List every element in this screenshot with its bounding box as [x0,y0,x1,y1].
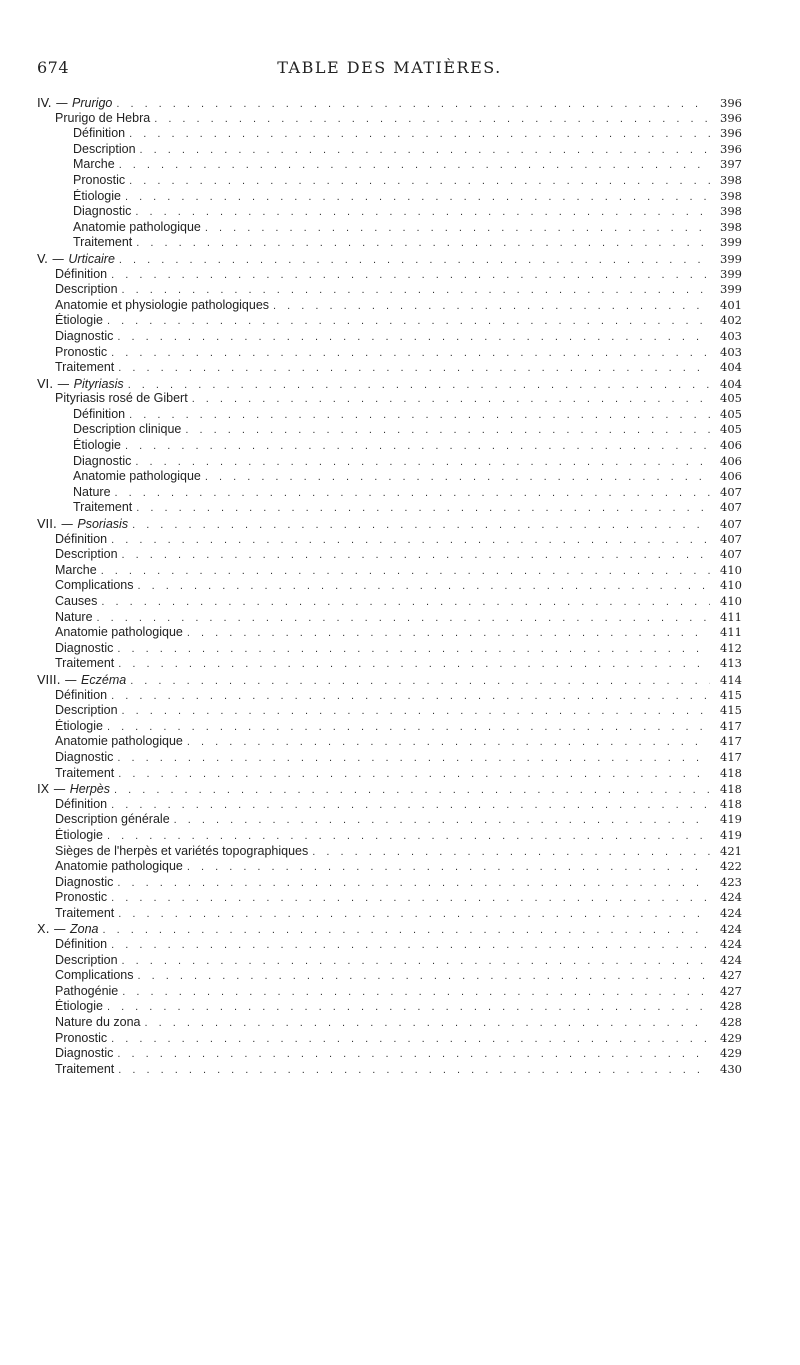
toc-entry-title: Anatomie pathologique [55,625,183,640]
toc-page-number: 401 [720,297,742,312]
toc-entry-title: Traitement [55,1061,115,1076]
page-header [37,58,742,80]
toc-chapter-row [37,516,742,532]
toc-page-number: 405 [720,391,742,406]
dot-leader [111,939,710,951]
dot-leader [125,191,710,203]
toc-entry-title: Définition [73,126,126,141]
toc-entry-row [37,984,742,1000]
toc-entry-row [37,625,742,641]
toc-entry-title: Causes [55,594,98,608]
toc-page-number: 407 [720,547,742,562]
toc-entry-row [37,422,742,438]
toc-chapter-title: Zona [69,922,99,937]
toc-entry-title: Description clinique [73,422,182,437]
toc-entry-row [37,766,742,782]
toc-entry-title: Définition [55,687,108,702]
dot-leader [117,331,710,343]
toc-entry-row [37,610,742,626]
page-title: TABLE DES MATIÈRES. [277,58,502,77]
toc-entry-title: Étiologie [55,313,103,328]
dot-leader [138,970,710,982]
dot-leader [185,424,710,436]
toc-page-number: 406 [720,453,742,468]
dot-leader [111,799,710,811]
toc-entry-title: Traitement [73,235,133,250]
toc-page-number: 399 [720,282,742,297]
toc-page-number: 396 [720,110,742,125]
toc-chapter-number: V. — [37,250,69,266]
dot-leader [122,284,710,296]
dot-leader [107,1001,710,1013]
dot-leader [122,549,710,561]
toc-entry-row [37,298,742,314]
toc-entry-row [37,391,742,407]
toc-page-number: 411 [720,609,742,624]
toc-chapter-number: VII. — [37,516,78,532]
dot-leader [111,690,710,702]
toc-entry-title: Définition [55,937,108,952]
toc-entry-row [37,688,742,704]
toc-page-number: 428 [720,1015,742,1030]
toc-entry-title: Traitement [55,905,115,920]
toc-entry-row [37,173,742,189]
toc-chapter-title: Eczéma [81,672,127,687]
toc-entry-title: Étiologie [55,999,103,1014]
toc-chapter-title: Prurigo [72,96,113,110]
dot-leader [192,393,710,405]
page-number: 674 [37,58,70,77]
dot-leader [107,721,710,733]
toc-chapter-title: Psoriasis [77,517,129,532]
toc-entry-title: Traitement [55,656,115,671]
toc-entry-row [37,812,742,828]
toc-page-number: 406 [720,469,742,484]
dot-leader [102,924,710,936]
toc-entry-title: Diagnostic [55,1046,114,1061]
dot-leader [140,144,710,156]
toc-entry-row [37,563,742,579]
toc-page-number: 396 [720,141,742,156]
dot-leader [135,206,710,218]
toc-page-number: 419 [720,812,742,827]
toc-entry-row [37,407,742,423]
toc-page-number: 415 [720,687,742,702]
toc-page-number: 418 [720,782,742,797]
toc-entry-row [37,890,742,906]
toc-page-number: 418 [720,796,742,811]
toc-page-number: 407 [720,517,742,532]
toc-chapter-number: IX — [37,781,70,797]
toc-page-number: 427 [720,983,742,998]
dot-leader [111,892,710,904]
toc-page-number: 429 [720,1030,742,1045]
dot-leader [111,534,710,546]
toc-page-number: 424 [720,952,742,967]
toc-entry-title: Pronostic [55,890,108,905]
toc-page-number: 422 [720,859,742,874]
toc-page-number: 429 [720,1046,742,1061]
toc-page-number: 398 [720,172,742,187]
toc-entry-title: Étiologie [55,718,103,733]
toc-entry-row [37,235,742,251]
toc-page-number: 407 [720,500,742,515]
dot-leader [187,627,710,639]
dot-leader [205,222,710,234]
toc-page-number: 404 [720,360,742,375]
dot-leader [119,159,710,171]
dot-leader [117,752,710,764]
toc-entry-row [37,189,742,205]
toc-entry-title: Description [73,141,136,156]
toc-entry-title: Traitement [73,500,133,515]
toc-entry-row [37,875,742,891]
toc-page-number: 415 [720,703,742,718]
toc-entry-title: Anatomie et physiologie pathologiques [55,297,270,312]
toc-entry-title: Traitement [55,360,115,375]
toc-entry-row [37,360,742,376]
toc-entry-row [37,282,742,298]
toc-entry-row [37,953,742,969]
toc-chapter-row [37,921,742,937]
toc-entry-row [37,267,742,283]
toc-entry-title [37,251,115,266]
toc-entry-row [37,142,742,158]
dot-leader [122,955,710,967]
toc-chapter-row [37,95,742,111]
toc-entry-row [37,438,742,454]
dot-leader [117,643,710,655]
toc-chapter-row [37,672,742,688]
toc-page-number: 397 [720,157,742,172]
dot-leader [122,705,710,717]
toc-page-number: 398 [720,219,742,234]
dot-leader [125,440,710,452]
toc-entry-row [37,641,742,657]
dot-leader [111,1033,710,1045]
toc-entry-title: Description [55,547,118,562]
dot-leader [118,658,710,670]
toc-page-number: 418 [720,765,742,780]
toc-entry-title: Étiologie [55,827,103,842]
toc-page-number: 398 [720,204,742,219]
toc-entry-row [37,1015,742,1031]
toc-page-number: 403 [720,328,742,343]
dot-leader [128,379,710,391]
toc-chapter-number: VI. — [37,375,74,391]
toc-page-number: 428 [720,999,742,1014]
toc-entry-title: Diagnostic [55,874,114,889]
toc-entry-title: Définition [55,266,108,281]
toc-entry-title: Définition [55,796,108,811]
toc-entry-title: Définition [73,406,126,421]
toc-entry-title: Marche [73,157,115,172]
toc-page-number: 430 [720,1061,742,1076]
toc-page-number: 396 [720,96,742,110]
toc-entry-row [37,157,742,173]
toc-entry-title: Complications [55,968,134,983]
toc-entry-title: Anatomie pathologique [73,469,201,484]
toc-entry-title [37,921,98,936]
toc-entry-title: Pronostic [55,344,108,359]
dot-leader [114,784,710,796]
dot-leader [154,113,710,125]
toc-page-number: 399 [720,266,742,281]
toc-entry-row [37,532,742,548]
toc-entry-row [37,797,742,813]
dot-leader [111,347,710,359]
toc-page-number: 410 [720,578,742,593]
toc-page-number: 405 [720,406,742,421]
toc-entry-title [37,376,124,391]
toc-entry-row [37,313,742,329]
dot-leader [122,986,710,998]
dot-leader [97,612,710,624]
dot-leader [101,596,710,608]
toc-entry-row [37,937,742,953]
toc-page-number: 424 [720,905,742,920]
toc-entry-row [37,844,742,860]
toc-entry-title: Anatomie pathologique [55,734,183,749]
toc-entry-title: Diagnostic [73,453,132,468]
toc-chapter-title: Urticaire [68,251,115,266]
toc-page-number: 421 [720,843,742,858]
toc-entry-title: Pronostic [55,1030,108,1045]
toc-entry-title: Description [55,282,118,297]
toc-page-number: 424 [720,937,742,952]
toc-entry-title: Nature [73,484,111,499]
dot-leader [116,98,710,110]
toc-entry-title: Pathogénie [55,983,119,998]
dot-leader [144,1017,710,1029]
toc-chapter-row [37,781,742,797]
toc-entry-row [37,750,742,766]
toc-entry-row [37,719,742,735]
dot-leader [119,254,710,266]
toc-entry-title: Étiologie [73,188,121,203]
dot-leader [312,846,710,858]
toc-entry-row [37,859,742,875]
dot-leader [129,409,710,421]
toc-entry-row [37,220,742,236]
dot-leader [118,362,710,374]
toc-entry-title: Nature du zona [55,1015,141,1030]
toc-page-number: 419 [720,827,742,842]
toc-entry-row [37,485,742,501]
toc-entry-title: Diagnostic [55,640,114,655]
toc-entry-row [37,126,742,142]
toc-entry-title: Traitement [55,765,115,780]
dot-leader [129,175,710,187]
dot-leader [138,580,710,592]
toc-entry-row [37,454,742,470]
toc-entry-row [37,1062,742,1078]
toc-page-number: 407 [720,484,742,499]
toc-entry-title: Sièges de l'herpès et variétés topographiques [55,843,309,858]
toc-entry-row [37,578,742,594]
toc-page-number: 413 [720,656,742,671]
toc-entry-row [37,1031,742,1047]
toc-entry-title: Diagnostic [55,749,114,764]
dot-leader [115,487,710,499]
toc-entry-title: Diagnostic [55,328,114,343]
toc-entry-title: Description [55,952,118,967]
toc-chapter-row [37,251,742,267]
toc-entry-row [37,999,742,1015]
toc-chapter-number: X. — [37,921,70,937]
dot-leader [132,519,710,531]
toc-entry-row [37,703,742,719]
toc-entry-title: Description [55,703,118,718]
toc-entry-row [37,469,742,485]
toc-page-number: 405 [720,422,742,437]
toc-entry-row [37,828,742,844]
dot-leader [118,908,710,920]
dot-leader [136,237,710,249]
toc-page-number: 403 [720,344,742,359]
toc-chapter-number: VIII. — [37,671,82,687]
dot-leader [111,269,710,281]
toc-entry-row [37,345,742,361]
toc-page-number: 410 [720,562,742,577]
toc-page-number: 406 [720,438,742,453]
dot-leader [130,675,710,687]
toc-entry-title: Pronostic [73,172,126,187]
toc-entry-title: Étiologie [73,438,121,453]
toc-page-number: 410 [720,594,742,608]
dot-leader [118,768,710,780]
dot-leader [135,456,710,468]
toc-entry-row [37,111,742,127]
toc-entry-row [37,734,742,750]
toc-entry-row [37,204,742,220]
toc-page-number: 399 [720,251,742,266]
toc-entry-title [37,781,110,796]
toc-entry-title: Définition [55,531,108,546]
toc-entry-row [37,1046,742,1062]
toc-entry-title [37,672,126,687]
toc-page-number: 417 [720,749,742,764]
toc-entry-title: Nature [55,609,93,624]
toc-page-number: 417 [720,734,742,749]
toc-entry-title: Description générale [55,812,170,827]
toc-page-number: 414 [720,672,742,687]
dot-leader [273,300,710,312]
toc-chapter-row [37,376,742,392]
toc-page-number: 417 [720,718,742,733]
dot-leader [101,565,710,577]
dot-leader [107,830,710,842]
toc-entry-row [37,594,742,610]
toc-entry-row [37,547,742,563]
dot-leader [118,1064,710,1076]
toc-entry-title: Marche [55,562,97,577]
toc-page-number: 402 [720,313,742,328]
dot-leader [187,861,710,873]
toc-page-number: 423 [720,874,742,889]
toc-entry-title: Anatomie pathologique [73,219,201,234]
toc-entry-row [37,329,742,345]
toc-entry-title [37,95,112,110]
toc-chapter-title: Herpès [69,782,110,797]
toc-entry-row [37,656,742,672]
toc-page-number: 398 [720,188,742,203]
dot-leader [136,502,710,514]
table-of-contents [37,95,742,1077]
toc-entry-title: Prurigo de Hebra [55,110,151,125]
toc-chapter-number: IV. — [37,95,73,110]
toc-page-number: 412 [720,640,742,655]
toc-entry-row [37,968,742,984]
dot-leader [117,1048,710,1060]
dot-leader [187,736,710,748]
toc-entry-title: Complications [55,578,134,593]
toc-entry-row [37,906,742,922]
toc-entry-title: Pityriasis rosé de Gibert [55,391,188,406]
toc-entry-title [37,516,128,531]
toc-page-number: 424 [720,890,742,905]
toc-entry-title: Anatomie pathologique [55,859,183,874]
toc-entry-title: Diagnostic [73,204,132,219]
dot-leader [107,315,710,327]
toc-page-number: 396 [720,126,742,141]
toc-page-number: 407 [720,531,742,546]
toc-page-number: 399 [720,235,742,250]
toc-entry-row [37,500,742,516]
toc-page-number: 404 [720,376,742,391]
dot-leader [117,877,710,889]
dot-leader [205,471,710,483]
dot-leader [129,128,710,140]
toc-page-number: 424 [720,922,742,937]
dot-leader [174,814,710,826]
toc-page-number: 411 [720,625,742,640]
toc-page-number: 427 [720,968,742,983]
toc-chapter-title: Pityriasis [73,376,124,391]
